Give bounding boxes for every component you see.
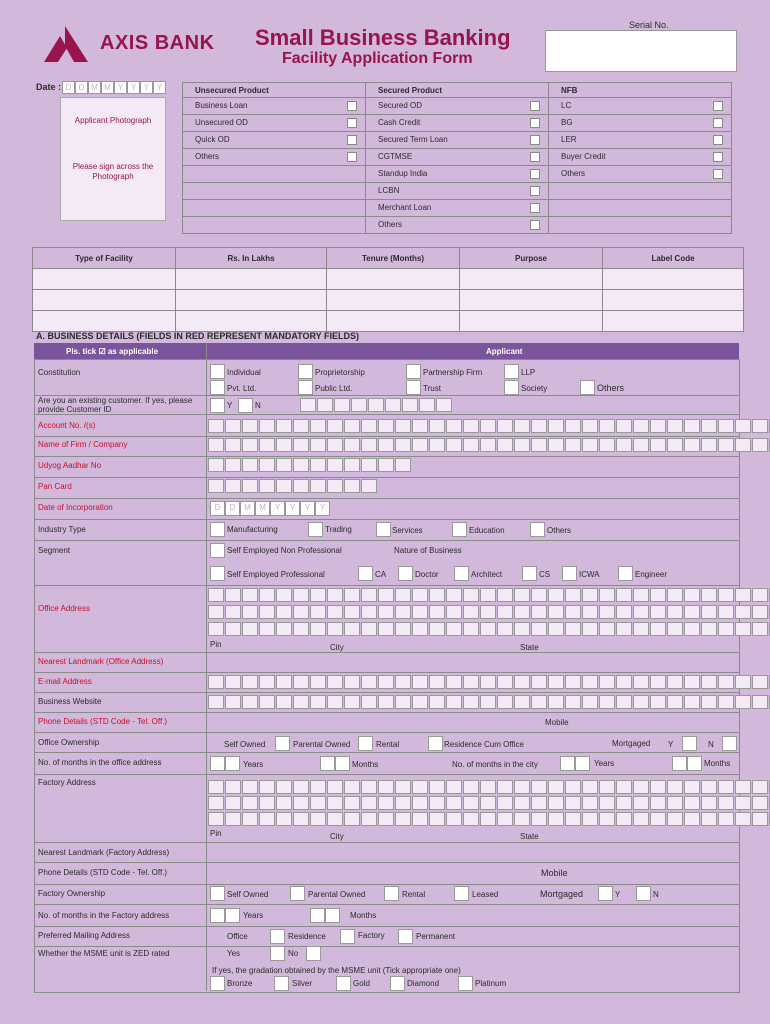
option-label: No bbox=[288, 949, 299, 958]
product-label: LER bbox=[561, 135, 577, 144]
checkbox[interactable] bbox=[210, 364, 225, 379]
years-label: Years bbox=[594, 759, 615, 768]
option-label: LLP bbox=[521, 368, 536, 377]
email-label: E-mail Address bbox=[38, 677, 92, 686]
months-field[interactable] bbox=[672, 756, 687, 771]
option-label: Bronze bbox=[227, 979, 253, 988]
pin-label: Pin bbox=[210, 640, 222, 649]
years-field[interactable] bbox=[575, 756, 590, 771]
option-label: Self Employed Non Professional bbox=[227, 546, 342, 555]
divider bbox=[34, 692, 739, 693]
office-address-line[interactable] bbox=[208, 588, 770, 602]
divider bbox=[34, 732, 739, 733]
applicant-header: Applicant bbox=[486, 347, 523, 356]
divider bbox=[34, 652, 739, 653]
product-checkbox[interactable] bbox=[713, 152, 723, 162]
checkbox[interactable] bbox=[274, 976, 289, 991]
divider bbox=[34, 926, 739, 927]
existing-customer-label: Are you an existing customer. If yes, please provide Customer ID bbox=[38, 396, 193, 414]
udyog-aadhar-field[interactable] bbox=[208, 458, 411, 472]
empty-cell bbox=[549, 200, 732, 217]
date-cell[interactable]: Y bbox=[270, 501, 285, 516]
checkbox[interactable] bbox=[390, 976, 405, 991]
section-a-header bbox=[34, 343, 739, 359]
divider bbox=[34, 456, 739, 457]
product-label: Buyer Credit bbox=[561, 152, 606, 161]
account-label: Account No. /(s) bbox=[38, 421, 96, 430]
mailing-address-label: Preferred Mailing Address bbox=[38, 931, 131, 940]
product-option[interactable] bbox=[366, 166, 549, 183]
constitution-label: Constitution bbox=[38, 368, 81, 377]
date-cell[interactable]: Y bbox=[140, 81, 153, 94]
date-cell[interactable]: D bbox=[225, 501, 240, 516]
product-checkbox[interactable] bbox=[713, 101, 723, 111]
factory-address-line[interactable] bbox=[208, 812, 770, 826]
checkbox[interactable] bbox=[210, 566, 225, 581]
serial-label: Serial No. bbox=[629, 20, 669, 30]
factory-address-line[interactable] bbox=[208, 796, 770, 810]
months-office-label: No. of months in the office address bbox=[38, 758, 162, 767]
product-option[interactable] bbox=[366, 115, 549, 132]
option-label: ICWA bbox=[579, 570, 600, 579]
facility-table bbox=[32, 247, 744, 332]
months-factory-label: No. of months in the Factory address bbox=[38, 911, 170, 920]
form-subtitle: Facility Application Form bbox=[282, 50, 473, 67]
date-cell[interactable]: Y bbox=[285, 501, 300, 516]
years-field[interactable] bbox=[225, 908, 240, 923]
product-option[interactable] bbox=[549, 166, 732, 183]
years-field[interactable] bbox=[210, 908, 225, 923]
pan-card-label: Pan Card bbox=[38, 482, 72, 491]
state-label: State bbox=[520, 832, 539, 841]
gradation-label: If yes, the gradation obtained by the MSME unit (Tick appropriate one) bbox=[212, 966, 461, 975]
product-label: Cash Credit bbox=[378, 118, 421, 127]
option-label: Manufacturing bbox=[227, 525, 278, 534]
yes-label: Y bbox=[227, 401, 233, 410]
office-ownership-label: Office Ownership bbox=[38, 738, 100, 747]
mobile-label: Mobile bbox=[545, 718, 569, 727]
facility-type-header: Type of Facility bbox=[33, 248, 176, 269]
option-label: Rental bbox=[376, 740, 400, 749]
product-checkbox[interactable] bbox=[347, 101, 357, 111]
date-label: Date : bbox=[36, 82, 62, 92]
months-label: Months bbox=[352, 760, 379, 769]
product-checkbox[interactable] bbox=[713, 118, 723, 128]
factory-address-line[interactable] bbox=[208, 780, 770, 794]
divider bbox=[34, 519, 739, 520]
unsecured-header: Unsecured Product bbox=[183, 83, 366, 98]
option-label: Parental Owned bbox=[293, 740, 351, 749]
option-label: Trading bbox=[325, 525, 352, 534]
checkbox[interactable] bbox=[290, 886, 305, 901]
section-a-title: A. BUSINESS DETAILS (FIELDS IN RED REPRESENT MANDATORY FIELDS) bbox=[36, 331, 360, 341]
option-label: Mortgaged bbox=[612, 739, 651, 748]
option-label: Architect bbox=[471, 570, 503, 579]
factory-phone-label: Phone Details (STD Code - Tel. Off.) bbox=[38, 868, 168, 877]
tenure-header: Tenure (Months) bbox=[327, 248, 460, 269]
product-checkbox[interactable] bbox=[347, 135, 357, 145]
divider bbox=[34, 540, 739, 541]
months-field[interactable] bbox=[335, 756, 350, 771]
product-option[interactable] bbox=[183, 149, 366, 166]
date-cell[interactable]: Y bbox=[114, 81, 127, 94]
option-label: Parental Owned bbox=[308, 890, 366, 899]
website-field[interactable] bbox=[208, 695, 770, 709]
date-field[interactable] bbox=[62, 81, 166, 94]
checkbox[interactable] bbox=[384, 886, 399, 901]
checkbox[interactable] bbox=[298, 380, 313, 395]
product-checkbox[interactable] bbox=[530, 220, 540, 230]
divider bbox=[34, 672, 739, 673]
option-label: Factory bbox=[358, 931, 385, 940]
date-cell[interactable]: M bbox=[88, 81, 101, 94]
product-option[interactable] bbox=[549, 98, 732, 115]
empty-cell bbox=[549, 183, 732, 200]
divider bbox=[34, 712, 739, 713]
option-label: Rental bbox=[402, 890, 426, 899]
checkbox[interactable] bbox=[636, 886, 651, 901]
product-checkbox[interactable] bbox=[530, 135, 540, 145]
option-label: Self Owned bbox=[227, 890, 269, 899]
bank-name: AXIS BANK bbox=[100, 32, 215, 54]
option-label: CA bbox=[375, 570, 387, 579]
checkbox[interactable] bbox=[580, 380, 595, 395]
checkbox[interactable] bbox=[306, 946, 321, 961]
empty-cell bbox=[549, 217, 732, 234]
checkbox[interactable] bbox=[504, 380, 519, 395]
zed-label: Whether the MSME unit is ZED rated bbox=[38, 949, 170, 958]
checkbox[interactable] bbox=[428, 736, 443, 751]
phone-label: Phone Details (STD Code - Tel. Off.) bbox=[38, 717, 168, 726]
divider bbox=[34, 774, 739, 775]
account-number-field[interactable] bbox=[208, 419, 770, 433]
product-option[interactable] bbox=[549, 115, 732, 132]
divider bbox=[34, 585, 739, 586]
factory-ownership-label: Factory Ownership bbox=[38, 889, 106, 898]
divider bbox=[34, 477, 739, 478]
product-label: CGTMSE bbox=[378, 152, 413, 161]
option-label: Silver bbox=[292, 979, 313, 988]
applicant-photo-box[interactable] bbox=[60, 97, 166, 221]
product-option[interactable] bbox=[183, 98, 366, 115]
city-label: City bbox=[330, 832, 344, 841]
option-label: Public Ltd. bbox=[315, 384, 353, 393]
product-checkbox[interactable] bbox=[530, 101, 540, 111]
product-checkbox[interactable] bbox=[530, 169, 540, 179]
label-code-header: Label Code bbox=[603, 248, 744, 269]
no-label: N bbox=[255, 401, 261, 410]
factory-address-label: Factory Address bbox=[38, 778, 96, 787]
checkbox[interactable] bbox=[458, 976, 473, 991]
checkbox[interactable] bbox=[340, 929, 355, 944]
checkbox[interactable] bbox=[210, 886, 225, 901]
option-label: Yes bbox=[227, 949, 241, 958]
checkbox[interactable] bbox=[682, 736, 697, 751]
firm-name-field[interactable] bbox=[208, 438, 770, 452]
product-label: Others bbox=[378, 220, 403, 229]
product-checkbox[interactable] bbox=[713, 169, 723, 179]
product-checkbox[interactable] bbox=[530, 118, 540, 128]
divider bbox=[34, 946, 739, 947]
checkbox[interactable] bbox=[722, 736, 737, 751]
product-table bbox=[182, 82, 732, 234]
customer-id-field[interactable] bbox=[300, 398, 452, 412]
factory-landmark-label: Nearest Landmark (Factory Address) bbox=[38, 848, 170, 857]
photo-label: Applicant Photograph bbox=[74, 116, 152, 125]
product-label: LCBN bbox=[378, 186, 400, 195]
months-field[interactable] bbox=[687, 756, 702, 771]
product-label: Others bbox=[561, 169, 586, 178]
secured-header: Secured Product bbox=[366, 83, 549, 98]
checkbox[interactable] bbox=[618, 566, 633, 581]
divider bbox=[34, 498, 739, 499]
product-option[interactable] bbox=[366, 217, 549, 234]
checkbox[interactable] bbox=[398, 929, 413, 944]
years-field[interactable] bbox=[560, 756, 575, 771]
option-label: Y bbox=[668, 740, 674, 749]
serial-number-field[interactable] bbox=[545, 30, 737, 72]
option-label: Services bbox=[392, 526, 423, 535]
date-cell[interactable]: Y bbox=[300, 501, 315, 516]
office-address-line[interactable] bbox=[208, 605, 770, 619]
axis-logo-icon bbox=[40, 24, 90, 64]
industry-type-label: Industry Type bbox=[38, 525, 86, 534]
udyog-aadhar-label: Udyog Aadhar No bbox=[38, 461, 102, 470]
checkbox[interactable] bbox=[562, 566, 577, 581]
product-option[interactable] bbox=[549, 132, 732, 149]
checkbox[interactable] bbox=[210, 543, 225, 558]
date-cell[interactable]: D bbox=[75, 81, 88, 94]
axis-bank-logo bbox=[40, 24, 220, 68]
years-field[interactable] bbox=[225, 756, 240, 771]
product-option[interactable] bbox=[366, 183, 549, 200]
months-field[interactable] bbox=[320, 756, 335, 771]
divider bbox=[34, 752, 739, 753]
empty-cell bbox=[183, 183, 366, 200]
option-label: Leased bbox=[472, 890, 499, 899]
nfb-header: NFB bbox=[549, 83, 732, 98]
product-label: Merchant Loan bbox=[378, 203, 432, 212]
date-cell[interactable]: Y bbox=[153, 81, 166, 94]
office-address-line[interactable] bbox=[208, 622, 770, 636]
checkbox[interactable] bbox=[522, 566, 537, 581]
checkbox[interactable] bbox=[452, 522, 467, 537]
checkbox[interactable] bbox=[406, 364, 421, 379]
checkbox[interactable] bbox=[210, 380, 225, 395]
checkbox[interactable] bbox=[308, 522, 323, 537]
pin-label: Pin bbox=[210, 829, 222, 838]
option-label: Partnership Firm bbox=[423, 368, 483, 377]
product-option[interactable] bbox=[366, 149, 549, 166]
product-checkbox[interactable] bbox=[713, 135, 723, 145]
date-cell[interactable]: Y bbox=[127, 81, 140, 94]
product-checkbox[interactable] bbox=[347, 152, 357, 162]
divider bbox=[34, 414, 739, 415]
product-label: BG bbox=[561, 118, 573, 127]
option-label: Individual bbox=[227, 368, 261, 377]
product-label: Others bbox=[195, 152, 220, 161]
product-checkbox[interactable] bbox=[530, 203, 540, 213]
years-label: Years bbox=[243, 760, 264, 769]
date-cell[interactable]: Y bbox=[315, 501, 330, 516]
email-field[interactable] bbox=[208, 675, 770, 689]
option-label: Education bbox=[469, 526, 505, 535]
checkbox[interactable] bbox=[358, 736, 373, 751]
option-label: N bbox=[653, 890, 659, 899]
option-label: Platinum bbox=[475, 979, 507, 988]
checkbox[interactable] bbox=[398, 566, 413, 581]
option-label: Y bbox=[615, 890, 621, 899]
product-label: Unsecured OD bbox=[195, 118, 248, 127]
months-label: Months bbox=[704, 759, 731, 768]
checkbox[interactable] bbox=[270, 946, 285, 961]
segment-label: Segment bbox=[38, 546, 71, 555]
incorporation-date-field[interactable] bbox=[210, 501, 330, 516]
option-label: CS bbox=[539, 570, 551, 579]
form-title: Small Business Banking bbox=[255, 25, 511, 50]
purpose-header: Purpose bbox=[460, 248, 603, 269]
product-label: Quick OD bbox=[195, 135, 230, 144]
option-label: Doctor bbox=[415, 570, 439, 579]
years-label: Years bbox=[243, 911, 264, 920]
checkbox[interactable] bbox=[376, 522, 391, 537]
option-label: Engineer bbox=[635, 570, 668, 579]
product-option[interactable] bbox=[366, 200, 549, 217]
checkbox[interactable] bbox=[530, 522, 545, 537]
divider bbox=[206, 343, 207, 991]
divider bbox=[34, 904, 739, 905]
product-label: Business Loan bbox=[195, 101, 248, 110]
divider bbox=[34, 842, 739, 843]
option-label: Permanent bbox=[416, 932, 456, 941]
empty-cell bbox=[183, 217, 366, 234]
checkbox[interactable] bbox=[598, 886, 613, 901]
option-label: Diamond bbox=[407, 979, 440, 988]
checkbox[interactable] bbox=[454, 566, 469, 581]
table-row[interactable] bbox=[33, 290, 744, 311]
product-option[interactable] bbox=[183, 132, 366, 149]
checkbox[interactable] bbox=[406, 380, 421, 395]
checkbox[interactable] bbox=[504, 364, 519, 379]
product-option[interactable] bbox=[366, 98, 549, 115]
months-city-label: No. of months in the city bbox=[452, 760, 538, 769]
option-label: Trust bbox=[423, 384, 441, 393]
option-label: Self Owned bbox=[224, 740, 266, 749]
product-label: Secured Term Loan bbox=[378, 135, 448, 144]
product-label: Secured OD bbox=[378, 101, 423, 110]
checkbox[interactable] bbox=[210, 522, 225, 537]
option-label: Pvt. Ltd. bbox=[227, 384, 257, 393]
option-label: N bbox=[708, 740, 714, 749]
product-option[interactable] bbox=[549, 149, 732, 166]
option-label: Others bbox=[597, 383, 625, 393]
amount-header: Rs. In Lakhs bbox=[176, 248, 327, 269]
office-landmark-label: Nearest Landmark (Office Address) bbox=[38, 657, 164, 666]
website-label: Business Website bbox=[38, 697, 102, 706]
office-address-label: Office Address bbox=[38, 604, 90, 613]
state-label: State bbox=[520, 643, 539, 652]
pan-card-field[interactable] bbox=[208, 479, 377, 493]
photo-sign-note: Please sign across the Photograph bbox=[72, 162, 154, 181]
product-option[interactable] bbox=[183, 115, 366, 132]
checkbox[interactable] bbox=[336, 976, 351, 991]
option-label: Office bbox=[227, 932, 248, 941]
option-label: Society bbox=[521, 384, 548, 393]
product-label: Standup India bbox=[378, 169, 428, 178]
product-option[interactable] bbox=[366, 132, 549, 149]
table-row[interactable] bbox=[33, 269, 744, 290]
date-cell[interactable]: M bbox=[255, 501, 270, 516]
divider bbox=[34, 884, 739, 885]
divider bbox=[34, 436, 739, 437]
date-cell[interactable]: D bbox=[210, 501, 225, 516]
table-row[interactable] bbox=[33, 311, 744, 332]
firm-name-label: Name of Firm / Company bbox=[38, 440, 128, 449]
date-cell[interactable]: M bbox=[101, 81, 114, 94]
months-field[interactable] bbox=[325, 908, 340, 923]
incorporation-date-label: Date of Incorporation bbox=[38, 503, 113, 512]
date-cell[interactable]: D bbox=[62, 81, 75, 94]
empty-cell bbox=[183, 200, 366, 217]
city-label: City bbox=[330, 643, 344, 652]
option-label: Residence bbox=[288, 932, 326, 941]
checkbox[interactable] bbox=[275, 736, 290, 751]
checkbox[interactable] bbox=[454, 886, 469, 901]
option-label: Gold bbox=[353, 979, 370, 988]
option-label: Others bbox=[547, 526, 572, 535]
option-label: Residence Cum Office bbox=[444, 740, 524, 749]
no-checkbox[interactable] bbox=[238, 398, 253, 413]
product-checkbox[interactable] bbox=[347, 118, 357, 128]
nature-of-business-label: Nature of Business bbox=[394, 546, 462, 555]
tick-header: Pls. tick ☑ as applicable bbox=[66, 347, 159, 356]
yes-checkbox[interactable] bbox=[210, 398, 225, 413]
option-label: Proprietorship bbox=[315, 368, 365, 377]
divider bbox=[34, 862, 739, 863]
checkbox[interactable] bbox=[358, 566, 373, 581]
date-cell[interactable]: M bbox=[240, 501, 255, 516]
months-label: Months bbox=[350, 911, 377, 920]
checkbox[interactable] bbox=[270, 929, 285, 944]
checkbox[interactable] bbox=[298, 364, 313, 379]
years-field[interactable] bbox=[210, 756, 225, 771]
option-label: Self Employed Professional bbox=[227, 570, 325, 579]
months-field[interactable] bbox=[310, 908, 325, 923]
product-label: LC bbox=[561, 101, 572, 110]
option-label: Mortgaged bbox=[540, 889, 584, 899]
empty-cell bbox=[183, 166, 366, 183]
checkbox[interactable] bbox=[210, 976, 225, 991]
mobile-label: Mobile bbox=[541, 868, 568, 878]
product-checkbox[interactable] bbox=[530, 186, 540, 196]
product-checkbox[interactable] bbox=[530, 152, 540, 162]
